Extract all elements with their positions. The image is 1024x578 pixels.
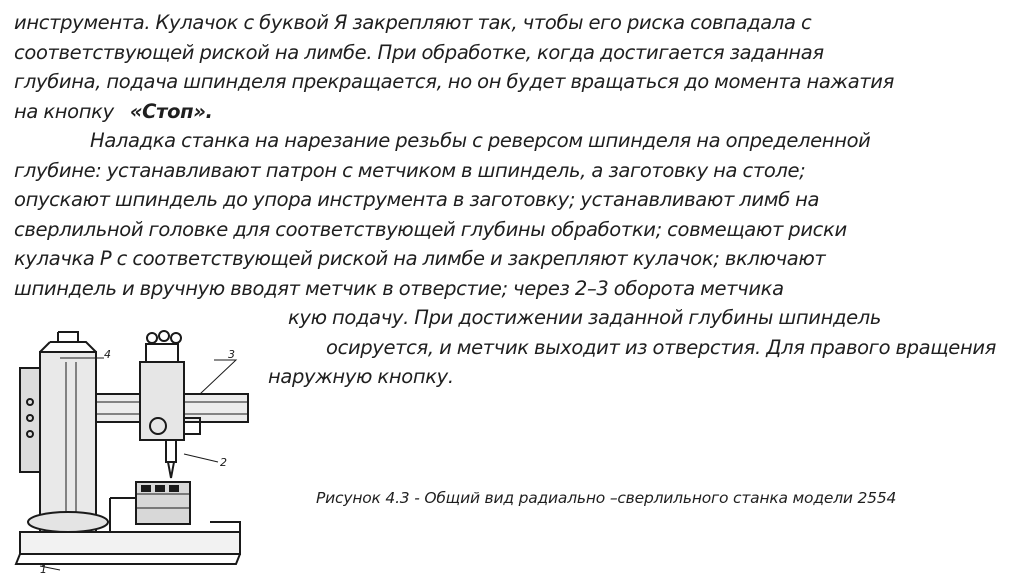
text-line-partial: кую подачу. При достижении заданной глубины шпиндель — [288, 306, 882, 329]
stop-prefix-text: на кнопку — [14, 99, 114, 123]
callout-4: 4 — [104, 348, 111, 361]
text-line: шпиндель и вручную вводят метчик в отверстие; через 2–3 оборота метчика — [14, 276, 784, 300]
drilling-machine-figure — [0, 322, 264, 574]
text-line: сверлильной головке для соответствующей глубины обработки; совмещают риски — [14, 217, 847, 241]
text-line: опускают шпиндель до упора инструмента в заготовку; устанавливают лимб на — [14, 188, 820, 211]
callout-3: 3 — [228, 348, 235, 361]
text-line: кулачка Р с соответствующей риской на лимбе и закрепляют кулачок; включают — [14, 247, 826, 270]
figure-caption: Рисунок 4.3 - Общий вид радиально –сверлильного станка модели 2554 — [316, 489, 897, 507]
callout-1: 1 — [40, 563, 47, 574]
text-line-stop — [14, 97, 1014, 127]
stop-button-label: «Стоп». — [129, 99, 213, 123]
drilling-machine-drawing — [0, 322, 264, 574]
text-line: глубине: устанавливают патрон с метчиком в шпиндель, а заготовку на столе; — [14, 158, 806, 182]
text-line-partial: осируется, и метчик выходит из отверстия. Для правого вращения — [326, 335, 997, 359]
text-line: соответствующей риской на лимбе. При обработке, когда достигается заданная — [14, 40, 824, 64]
paragraph-start-line: Наладка станка на нарезание резьбы с реверсом шпинделя на определенной — [90, 129, 871, 152]
callout-2: 2 — [220, 456, 227, 469]
text-line: глубина, подача шпинделя прекращается, но он будет вращаться до момента нажатия — [14, 70, 895, 93]
text-line: инструмента. Кулачок с буквой Я закрепляют так, чтобы его риска совпадала с — [14, 11, 812, 34]
text-line-partial: наружную кнопку. — [268, 365, 454, 388]
